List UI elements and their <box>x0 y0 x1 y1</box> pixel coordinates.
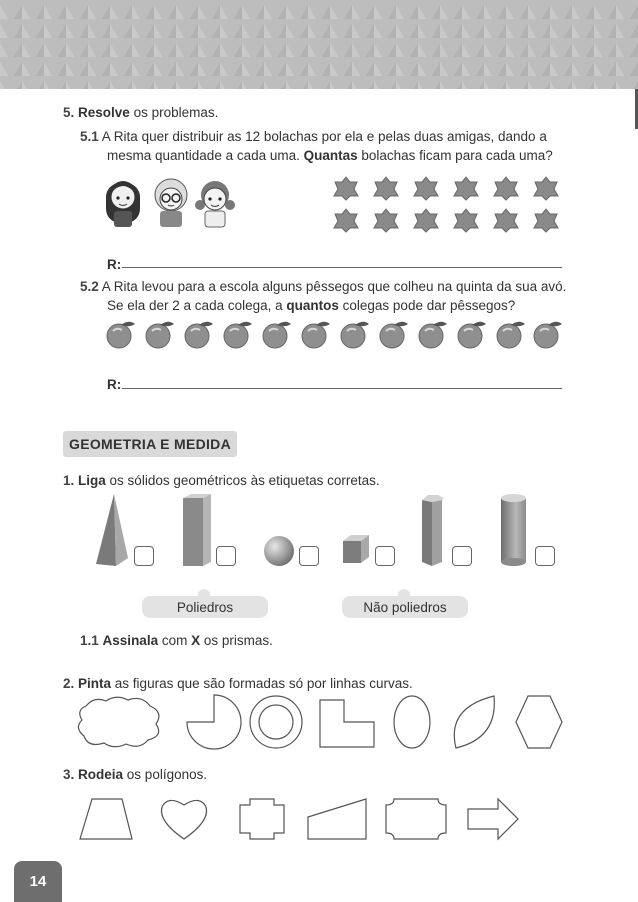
peach <box>458 322 486 348</box>
cookies-group <box>326 172 566 236</box>
circle-sector-shape[interactable] <box>187 695 241 749</box>
pyramid-checkbox[interactable] <box>134 546 154 566</box>
problem-text: colegas pode dar pêssegos? <box>338 298 516 313</box>
label-polyhedra[interactable]: Poliedros <box>142 596 268 618</box>
problem-number: 5.2 <box>80 279 99 294</box>
hexagonal-prism-checkbox[interactable] <box>452 546 472 566</box>
cookie <box>374 177 398 200</box>
problem-5-1-line2 <box>107 146 553 165</box>
instruction-text: os polígonos. <box>123 767 208 782</box>
instruction-verb: Liga <box>78 473 106 488</box>
pyramid-solid <box>94 492 134 568</box>
peach <box>185 322 213 348</box>
cookie <box>414 177 438 200</box>
cloud-shape[interactable] <box>78 697 158 747</box>
inner-ring-shape[interactable] <box>259 705 293 739</box>
problem-text: A Rita levou para a escola alguns pêssegos que colheu na quinta da sua avó. <box>101 279 567 294</box>
cross-like-shape[interactable] <box>240 799 284 839</box>
peach <box>419 322 447 348</box>
instruction-text: os problemas. <box>129 105 219 120</box>
problem-keyword: quantos <box>286 298 339 313</box>
problem-5-2-line2 <box>107 296 515 315</box>
cookie <box>334 177 358 200</box>
header-pattern-band <box>0 0 638 89</box>
page-number: 14 <box>14 861 62 902</box>
exercise-number: 1. <box>63 473 75 488</box>
instruction-text: com <box>158 633 192 648</box>
geometry-exercise-2-heading <box>63 674 413 693</box>
peach <box>263 322 291 348</box>
section-title: GEOMETRIA E MEDIDA <box>63 431 237 457</box>
cookie <box>534 177 558 200</box>
sphere-solid <box>262 534 296 568</box>
cookie <box>414 209 438 232</box>
peach <box>341 322 369 348</box>
peach <box>146 322 174 348</box>
exercise-5-heading <box>63 103 218 122</box>
answer-line-5-2[interactable] <box>122 388 562 389</box>
cookie <box>494 177 518 200</box>
peach <box>224 322 252 348</box>
instruction-keyword: X <box>191 633 201 648</box>
label-non-polyhedra[interactable]: Não poliedros <box>342 596 468 618</box>
geometry-exercise-3-heading <box>63 765 207 784</box>
peach <box>497 322 525 348</box>
problem-number: 5.1 <box>80 129 99 144</box>
peach <box>107 322 135 348</box>
cylinder-solid <box>498 492 530 568</box>
problem-text: mesma quantidade a cada uma. <box>107 148 304 163</box>
ellipse-shape[interactable] <box>394 696 430 748</box>
problem-keyword: Quantas <box>303 148 358 163</box>
instruction-text: os prismas. <box>200 633 273 648</box>
trapezoid-shape[interactable] <box>80 799 132 839</box>
heart-shape[interactable] <box>161 800 206 839</box>
problem-5-2-line1 <box>80 277 566 296</box>
instruction-text: os sólidos geométricos às etiquetas corretas. <box>105 473 380 488</box>
cookie <box>454 177 478 200</box>
cube-solid <box>340 532 372 566</box>
cookie <box>454 209 478 232</box>
answer-label: R: <box>107 257 122 272</box>
answer-label: R: <box>107 377 122 392</box>
sphere-checkbox[interactable] <box>299 546 319 566</box>
three-girls-illustration <box>104 175 239 230</box>
cylinder-checkbox[interactable] <box>535 546 555 566</box>
problem-text: bolachas ficam para cada uma? <box>357 148 553 163</box>
peach <box>302 322 330 348</box>
quadrilateral-shape[interactable] <box>308 799 366 839</box>
cookie <box>334 209 358 232</box>
cookie <box>534 209 558 232</box>
leaf-shape[interactable] <box>454 696 494 748</box>
rectangular-prism-checkbox[interactable] <box>216 546 236 566</box>
problem-text: A Rita quer distribuir as 12 bolachas por ela e pelas duas amigas, dando a <box>101 129 547 144</box>
rectangular-prism-solid <box>179 492 215 568</box>
peach <box>534 322 562 348</box>
l-shape[interactable] <box>320 700 374 747</box>
instruction-verb: Rodeia <box>78 767 124 782</box>
arrow-shape[interactable] <box>468 799 518 839</box>
cube-checkbox[interactable] <box>375 546 395 566</box>
exercise-number: 1.1 <box>80 633 99 648</box>
answer-line-5-1[interactable] <box>122 267 562 268</box>
hexagonal-prism-solid <box>418 492 450 568</box>
problem-5-1-line1 <box>80 127 547 146</box>
cookie <box>374 209 398 232</box>
hexagon-shape[interactable] <box>516 696 562 748</box>
exercise-number: 3. <box>63 767 75 782</box>
peaches-group <box>104 318 564 350</box>
problem-text: Se ela der 2 a cada colega, a <box>107 298 287 313</box>
instruction-text: as figuras que são formadas só por linhas curvas. <box>111 676 413 691</box>
exercise-number: 2. <box>63 676 75 691</box>
curved-figures-row <box>74 692 566 750</box>
geometry-exercise-1-heading <box>63 471 380 490</box>
peach <box>380 322 408 348</box>
exercise-number: 5. <box>63 105 75 120</box>
notched-rectangle-shape[interactable] <box>386 799 446 839</box>
polygon-figures-row <box>78 795 524 843</box>
instruction-verb: Pinta <box>78 676 112 691</box>
instruction-verb: Resolve <box>78 105 130 120</box>
cookie <box>494 209 518 232</box>
instruction-verb: Assinala <box>102 633 159 648</box>
geometry-exercise-1-1 <box>80 631 273 650</box>
